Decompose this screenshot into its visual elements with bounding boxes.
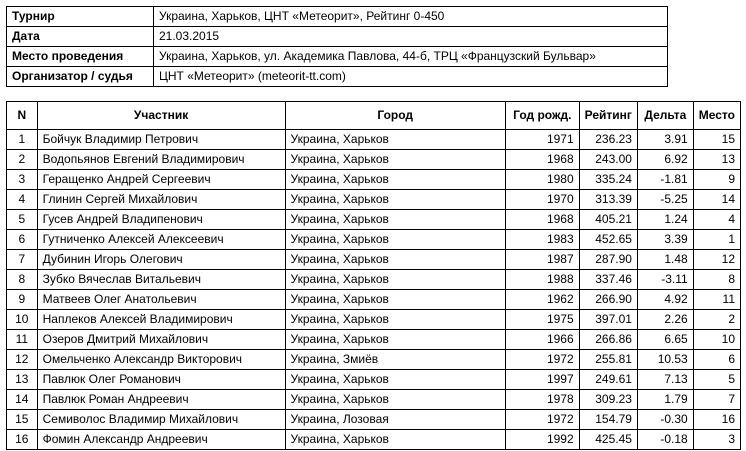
cell-rating: 313.39 <box>579 190 637 210</box>
cell-city: Украина, Харьков <box>285 130 505 150</box>
cell-rating: 309.23 <box>579 390 637 410</box>
cell-participant: Гусев Андрей Владипенович <box>37 210 285 230</box>
cell-city: Украина, Харьков <box>285 370 505 390</box>
cell-participant: Матвеев Олег Анатольевич <box>37 290 285 310</box>
cell-place: 7 <box>693 390 740 410</box>
cell-participant: Омельченко Александр Викторович <box>37 350 285 370</box>
cell-rating: 154.79 <box>579 410 637 430</box>
cell-n: 8 <box>7 270 38 290</box>
cell-birth-year: 1992 <box>505 430 579 450</box>
cell-birth-year: 1972 <box>505 350 579 370</box>
cell-birth-year: 1988 <box>505 270 579 290</box>
cell-place: 12 <box>693 250 740 270</box>
cell-participant: Зубко Вячеслав Витальевич <box>37 270 285 290</box>
cell-delta: 10.53 <box>637 350 693 370</box>
cell-rating: 335.24 <box>579 170 637 190</box>
cell-rating: 287.90 <box>579 250 637 270</box>
cell-city: Украина, Харьков <box>285 210 505 230</box>
cell-participant: Бойчук Владимир Петрович <box>37 130 285 150</box>
cell-participant: Наплеков Алексей Владимирович <box>37 310 285 330</box>
cell-birth-year: 1968 <box>505 150 579 170</box>
cell-delta: 2.26 <box>637 310 693 330</box>
cell-rating: 243.00 <box>579 150 637 170</box>
cell-n: 9 <box>7 290 38 310</box>
cell-city: Украина, Харьков <box>285 170 505 190</box>
cell-n: 4 <box>7 190 38 210</box>
cell-birth-year: 1962 <box>505 290 579 310</box>
table-row <box>7 130 741 150</box>
header-row <box>7 102 741 130</box>
cell-delta: 7.13 <box>637 370 693 390</box>
cell-delta: 1.24 <box>637 210 693 230</box>
col-header-delta: Дельта <box>637 102 693 130</box>
info-label: Организатор / судья <box>7 67 154 87</box>
cell-city: Украина, Харьков <box>285 390 505 410</box>
cell-n: 16 <box>7 430 38 450</box>
cell-n: 12 <box>7 350 38 370</box>
col-header-n: N <box>7 102 38 130</box>
cell-n: 5 <box>7 210 38 230</box>
info-row <box>7 7 668 27</box>
table-row <box>7 330 741 350</box>
cell-birth-year: 1966 <box>505 330 579 350</box>
cell-n: 13 <box>7 370 38 390</box>
cell-participant: Геращенко Андрей Сергеевич <box>37 170 285 190</box>
cell-place: 16 <box>693 410 740 430</box>
table-row <box>7 230 741 250</box>
table-row <box>7 150 741 170</box>
cell-delta: 3.91 <box>637 130 693 150</box>
info-value: Украина, Харьков, ул. Академика Павлова, 44-б, ТРЦ «Французский Бульвар» <box>154 47 668 67</box>
cell-rating: 236.23 <box>579 130 637 150</box>
results-table <box>6 101 741 450</box>
cell-delta: 6.65 <box>637 330 693 350</box>
cell-birth-year: 1968 <box>505 210 579 230</box>
table-row <box>7 270 741 290</box>
cell-rating: 255.81 <box>579 350 637 370</box>
cell-birth-year: 1972 <box>505 410 579 430</box>
cell-city: Украина, Харьков <box>285 330 505 350</box>
cell-n: 7 <box>7 250 38 270</box>
cell-participant: Павлюк Роман Андреевич <box>37 390 285 410</box>
cell-city: Украина, Харьков <box>285 270 505 290</box>
cell-delta: -3.11 <box>637 270 693 290</box>
cell-rating: 266.90 <box>579 290 637 310</box>
info-value: ЦНТ «Метеорит» (meteorit-tt.com) <box>154 67 668 87</box>
cell-city: Украина, Харьков <box>285 190 505 210</box>
cell-rating: 405.21 <box>579 210 637 230</box>
cell-rating: 249.61 <box>579 370 637 390</box>
table-row <box>7 210 741 230</box>
cell-delta: -0.18 <box>637 430 693 450</box>
cell-birth-year: 1980 <box>505 170 579 190</box>
cell-place: 14 <box>693 190 740 210</box>
cell-participant: Озеров Дмитрий Михайлович <box>37 330 285 350</box>
cell-place: 3 <box>693 430 740 450</box>
table-row <box>7 410 741 430</box>
cell-n: 1 <box>7 130 38 150</box>
cell-delta: 6.92 <box>637 150 693 170</box>
info-label: Дата <box>7 27 154 47</box>
table-row <box>7 170 741 190</box>
cell-rating: 397.01 <box>579 310 637 330</box>
col-header-birth-year: Год рожд. <box>505 102 579 130</box>
cell-city: Украина, Харьков <box>285 290 505 310</box>
col-header-city: Город <box>285 102 505 130</box>
table-row <box>7 190 741 210</box>
cell-city: Украина, Харьков <box>285 430 505 450</box>
cell-birth-year: 1978 <box>505 390 579 410</box>
tournament-info-table <box>6 6 668 87</box>
info-row <box>7 47 668 67</box>
col-header-participant: Участник <box>37 102 285 130</box>
cell-city: Украина, Харьков <box>285 150 505 170</box>
cell-birth-year: 1975 <box>505 310 579 330</box>
info-row <box>7 67 668 87</box>
cell-city: Украина, Лозовая <box>285 410 505 430</box>
cell-city: Украина, Змиёв <box>285 350 505 370</box>
table-row <box>7 350 741 370</box>
cell-city: Украина, Харьков <box>285 310 505 330</box>
cell-n: 10 <box>7 310 38 330</box>
cell-participant: Дубинин Игорь Олегович <box>37 250 285 270</box>
cell-rating: 337.46 <box>579 270 637 290</box>
cell-place: 11 <box>693 290 740 310</box>
cell-delta: -1.81 <box>637 170 693 190</box>
cell-delta: -0.30 <box>637 410 693 430</box>
cell-n: 6 <box>7 230 38 250</box>
cell-participant: Глинин Сергей Михайлович <box>37 190 285 210</box>
cell-place: 2 <box>693 310 740 330</box>
table-row <box>7 250 741 270</box>
cell-place: 13 <box>693 150 740 170</box>
cell-birth-year: 1987 <box>505 250 579 270</box>
cell-participant: Фомин Александр Андреевич <box>37 430 285 450</box>
cell-place: 10 <box>693 330 740 350</box>
cell-n: 14 <box>7 390 38 410</box>
cell-place: 15 <box>693 130 740 150</box>
cell-participant: Павлюк Олег Романович <box>37 370 285 390</box>
cell-place: 6 <box>693 350 740 370</box>
cell-city: Украина, Харьков <box>285 230 505 250</box>
cell-place: 8 <box>693 270 740 290</box>
cell-n: 11 <box>7 330 38 350</box>
cell-city: Украина, Харьков <box>285 250 505 270</box>
cell-n: 3 <box>7 170 38 190</box>
cell-place: 9 <box>693 170 740 190</box>
cell-delta: 3.39 <box>637 230 693 250</box>
cell-rating: 425.45 <box>579 430 637 450</box>
cell-place: 1 <box>693 230 740 250</box>
info-value: 21.03.2015 <box>154 27 668 47</box>
cell-place: 5 <box>693 370 740 390</box>
cell-n: 2 <box>7 150 38 170</box>
cell-delta: 1.79 <box>637 390 693 410</box>
table-row <box>7 430 741 450</box>
table-row <box>7 370 741 390</box>
col-header-place: Место <box>693 102 740 130</box>
cell-place: 4 <box>693 210 740 230</box>
cell-birth-year: 1983 <box>505 230 579 250</box>
table-row <box>7 310 741 330</box>
table-row <box>7 290 741 310</box>
info-row <box>7 27 668 47</box>
cell-delta: 4.92 <box>637 290 693 310</box>
cell-delta: -5.25 <box>637 190 693 210</box>
cell-birth-year: 1997 <box>505 370 579 390</box>
cell-participant: Гутниченко Алексей Алексеевич <box>37 230 285 250</box>
cell-participant: Водопьянов Евгений Владимирович <box>37 150 285 170</box>
info-label: Турнир <box>7 7 154 27</box>
info-value: Украина, Харьков, ЦНТ «Метеорит», Рейтинг 0-450 <box>154 7 668 27</box>
cell-n: 15 <box>7 410 38 430</box>
cell-rating: 452.65 <box>579 230 637 250</box>
cell-birth-year: 1970 <box>505 190 579 210</box>
info-label: Место проведения <box>7 47 154 67</box>
table-row <box>7 390 741 410</box>
cell-birth-year: 1971 <box>505 130 579 150</box>
col-header-rating: Рейтинг <box>579 102 637 130</box>
cell-delta: 1.48 <box>637 250 693 270</box>
cell-participant: Семиволос Владимир Михайлович <box>37 410 285 430</box>
cell-rating: 266.86 <box>579 330 637 350</box>
